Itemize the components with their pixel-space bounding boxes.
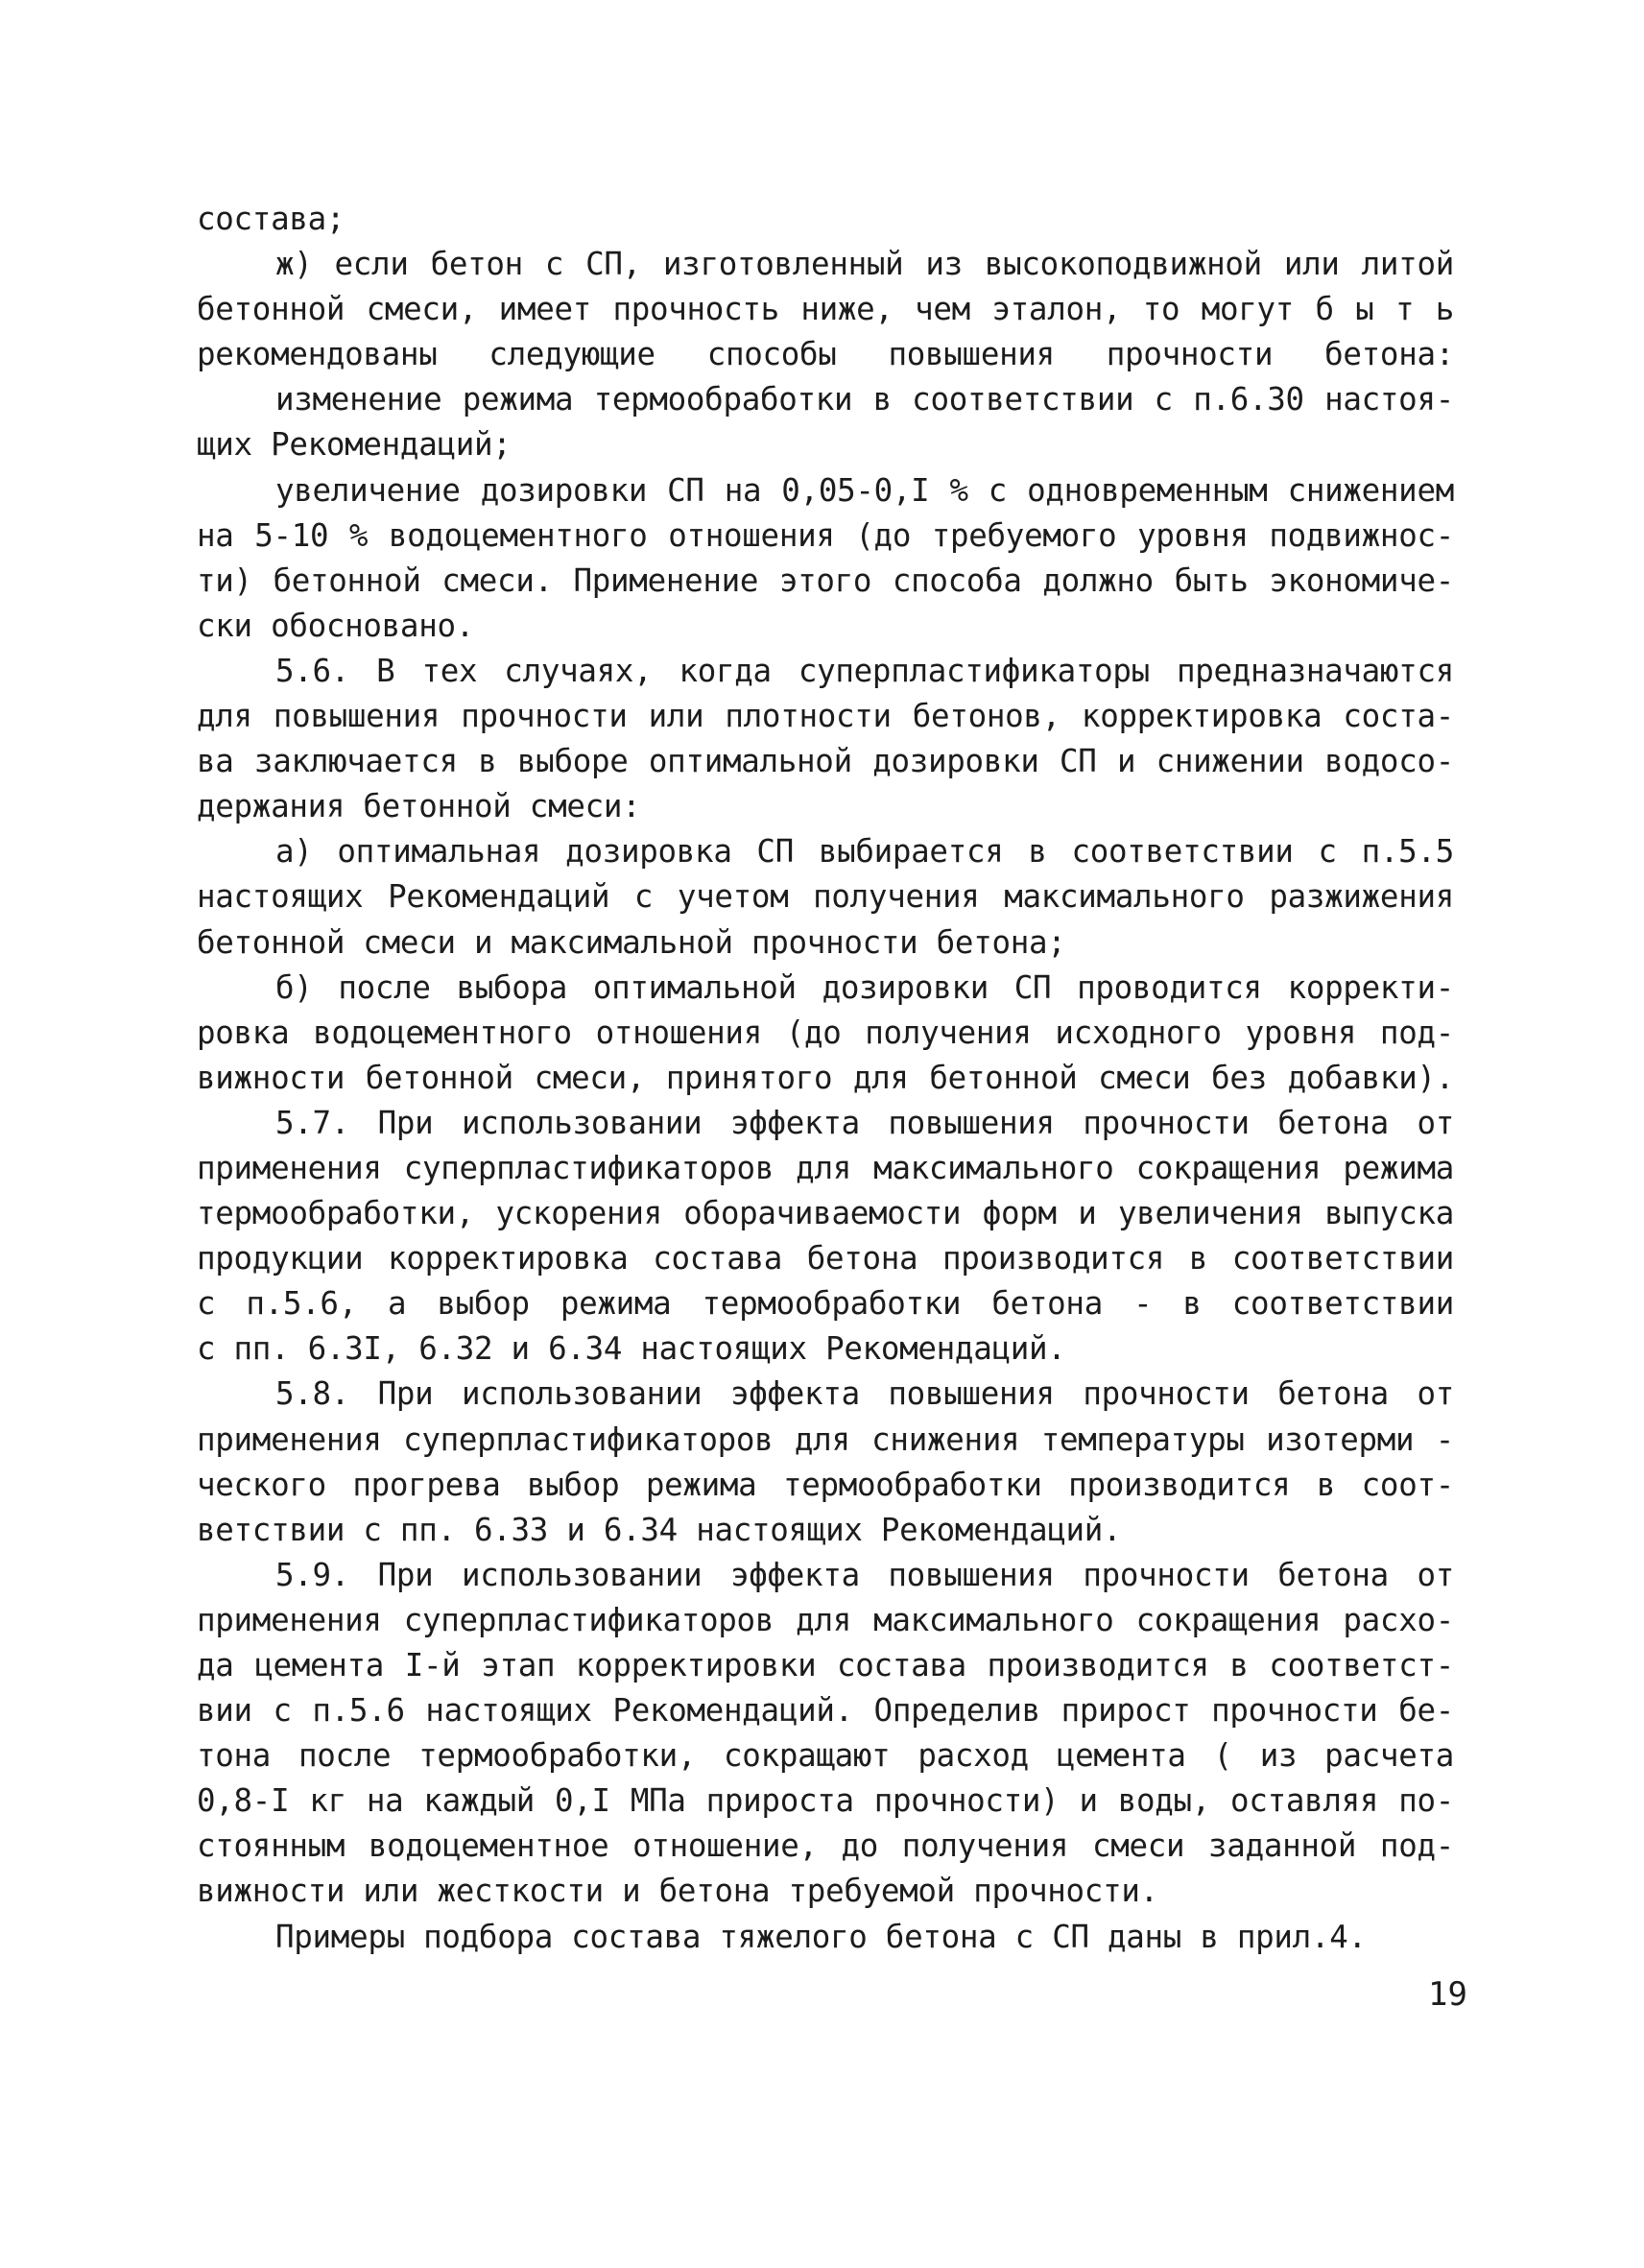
text-line: ва заключается в выборе оптимальной дозировки СП и снижении водосо- [197, 743, 1454, 780]
text-line: ровка водоцементного отношения (до получения исходного уровня под- [197, 1014, 1454, 1051]
text-line: бетонной смеси и максимальной прочности бетона; [197, 923, 1066, 961]
text-line: 5.8. При использовании эффекта повышения прочности бетона от [275, 1375, 1454, 1413]
text-line: бетонной смеси, имеет прочность ниже, чем эталон, то могут б ы т ь [197, 291, 1454, 328]
text-line: состава; [197, 201, 345, 237]
text-line: вижности или жесткости и бетона требуемой прочности. [197, 1873, 1158, 1910]
text-line: 5.6. В тех случаях, когда суперпластификаторы предназначаются [275, 652, 1454, 689]
text-line: рекомендованы следующие способы повышения прочности бетона: [197, 336, 1454, 373]
text-line: для повышения прочности или плотности бетонов, корректировка соста- [197, 698, 1454, 735]
text-line: с п.5.6, а выбор режима термообработки бетона - в соответствии [197, 1285, 1454, 1323]
text-line: 0,8-I кг на каждый 0,I МПа прироста прочности) и воды, оставляя по- [197, 1782, 1454, 1820]
text-line: б) после выбора оптимальной дозировки СП проводится корректи- [275, 968, 1454, 1006]
text-line: на 5-10 % водоцементного отношения (до требуемого уровня подвижнос- [197, 516, 1454, 554]
text-line: изменение режима термообработки в соответствии с п.6.30 настоя- [275, 381, 1454, 418]
text-line: тона после термообработки, сокращают расход цемента ( из расчета [197, 1737, 1454, 1775]
text-line: применения суперпластификаторов для максимального сокращения режима [197, 1149, 1454, 1186]
text-line: вижности бетонной смеси, принятого для бетонной смеси без добавки). [197, 1059, 1454, 1096]
text-line: ж) если бетон с СП, изготовленный из высокоподвижной или литой [275, 246, 1454, 283]
text-line: держания бетонной смеси: [197, 788, 641, 825]
text-line: 5.9. При использовании эффекта повышения прочности бетона от [275, 1556, 1454, 1593]
text-line: применения суперпластификаторов для снижения температуры изотерми - [197, 1420, 1454, 1458]
text-line: применения суперпластификаторов для максимального сокращения расхо- [197, 1601, 1454, 1638]
text-line: 5.7. При использовании эффекта повышения прочности бетона от [275, 1104, 1454, 1141]
text-line: вии с п.5.6 настоящих Рекомендаций. Определив прирост прочности бе- [197, 1692, 1454, 1730]
text-line: Примеры подбора состава тяжелого бетона с СП даны в прил.4. [275, 1918, 1367, 1955]
text-line: продукции корректировка состава бетона производится в соответствии [197, 1240, 1454, 1277]
text-line: а) оптимальная дозировка СП выбирается в соответствии с п.5.5 [275, 833, 1454, 871]
text-line: да цемента I-й этап корректировки состава производится в соответст- [197, 1647, 1454, 1683]
text-line: щих Рекомендаций; [197, 426, 512, 464]
text-line: увеличение дозировки СП на 0,05-0,I % с одновременным снижением [275, 471, 1454, 509]
text-line: ски обосновано. [197, 607, 474, 644]
text-line: настоящих Рекомендаций с учетом получения максимального разжижения [197, 878, 1454, 916]
text-line: стоянным водоцементное отношение, до получения смеси заданной под- [197, 1827, 1454, 1865]
page-number: 19 [1428, 1975, 1467, 2014]
text-line: ческого прогрева выбор режима термообработки производится в соот- [197, 1466, 1454, 1503]
text-line: с пп. 6.3I, 6.32 и 6.34 настоящих Рекомендаций. [197, 1330, 1066, 1368]
text-line: ветствии с пп. 6.33 и 6.34 настоящих Рекомендаций. [197, 1511, 1122, 1548]
text-line: ти) бетонной смеси. Применение этого способа должно быть экономиче- [197, 561, 1454, 599]
text-line: термообработки, ускорения оборачиваемости форм и увеличения выпуска [197, 1195, 1454, 1232]
body-text [197, 197, 1454, 1960]
